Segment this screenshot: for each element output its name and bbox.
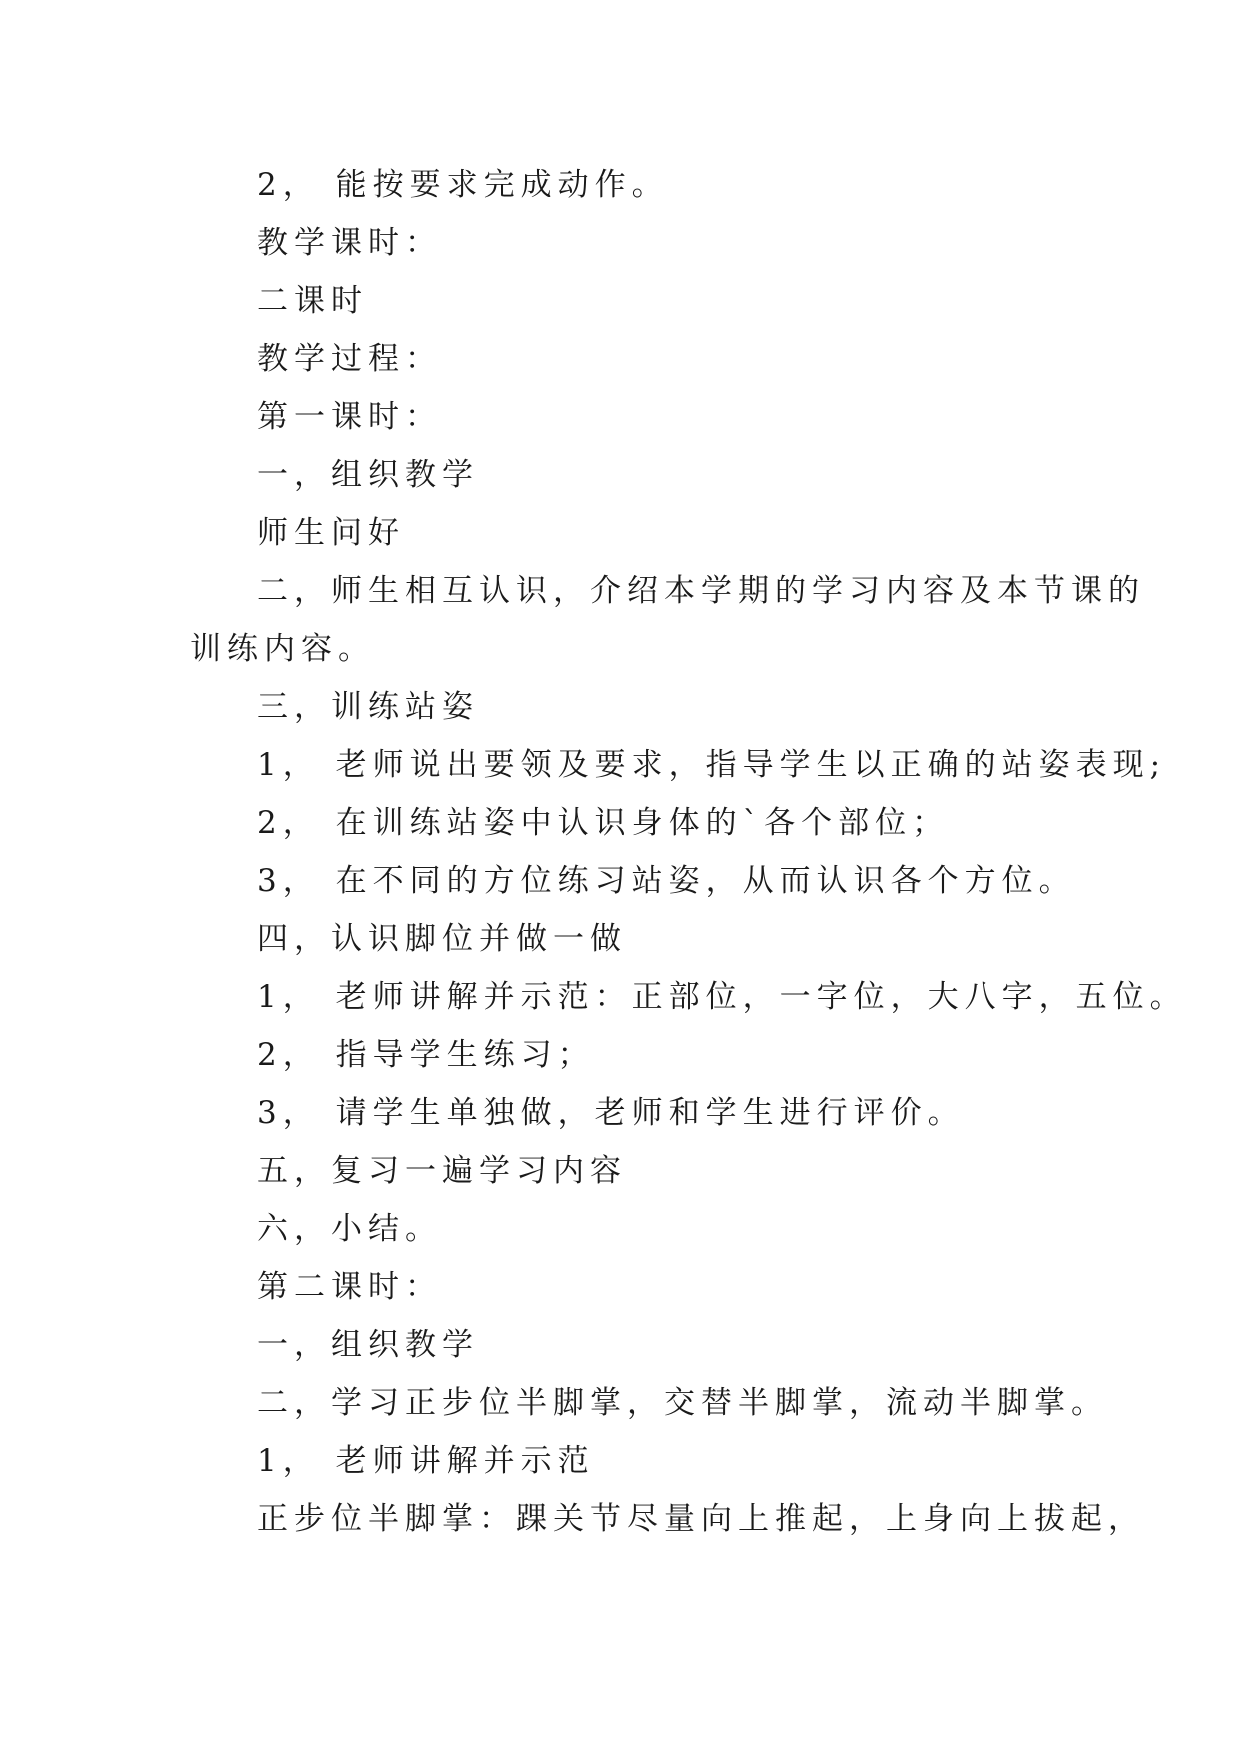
lesson-1-section-2-continued: 训练内容。 bbox=[190, 631, 375, 667]
lesson-2-heading: 第二课时： bbox=[257, 1269, 442, 1305]
lesson-2-section-1: 一，组织教学 bbox=[257, 1327, 479, 1363]
greeting-text: 师生问好 bbox=[257, 515, 405, 551]
lesson-1-section-1: 一，组织教学 bbox=[257, 457, 479, 493]
lesson-2-section-2: 二，学习正步位半脚掌，交替半脚掌，流动半脚掌。 bbox=[257, 1385, 1108, 1421]
lesson-1-section-5: 五，复习一遍学习内容 bbox=[257, 1153, 627, 1189]
step-2-complete-moves: 2， 能按要求完成动作。 bbox=[257, 167, 669, 203]
teaching-hours-heading: 教学课时： bbox=[257, 225, 442, 261]
section-3-item-1: 1， 老师说出要领及要求，指导学生以正确的站姿表现; bbox=[257, 747, 1167, 783]
section-4-item-2: 2， 指导学生练习； bbox=[257, 1037, 595, 1073]
lesson-1-section-6: 六，小结。 bbox=[257, 1211, 442, 1247]
lesson-1-section-3: 三，训练站姿 bbox=[257, 689, 479, 725]
lesson-1-heading: 第一课时： bbox=[257, 399, 442, 435]
half-sole-description: 正步位半脚掌：踝关节尽量向上推起，上身向上拔起， bbox=[257, 1501, 1145, 1537]
teaching-hours-value: 二课时 bbox=[257, 283, 368, 319]
section-3-item-3: 3， 在不同的方位练习站姿，从而认识各个方位。 bbox=[257, 863, 1076, 899]
lesson-2-item-1: 1， 老师讲解并示范 bbox=[257, 1443, 595, 1479]
lesson-1-section-2: 二，师生相互认识，介绍本学期的学习内容及本节课的 bbox=[257, 573, 1145, 609]
section-3-item-2: 2， 在训练站姿中认识身体的`各个部位； bbox=[257, 805, 950, 841]
teaching-process-heading: 教学过程： bbox=[257, 341, 442, 377]
lesson-1-section-4: 四，认识脚位并做一做 bbox=[257, 921, 627, 957]
section-4-item-3: 3， 请学生单独做，老师和学生进行评价。 bbox=[257, 1095, 965, 1131]
section-4-item-1: 1， 老师讲解并示范：正部位，一字位，大八字，五位。 bbox=[257, 979, 1187, 1015]
